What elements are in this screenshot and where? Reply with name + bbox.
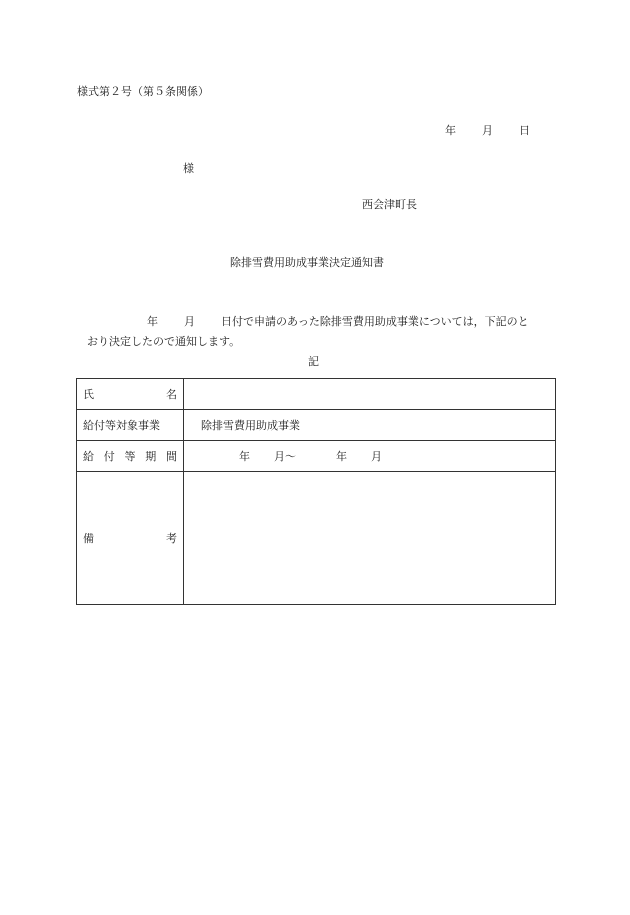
period-label-char: 付 bbox=[103, 449, 115, 463]
remarks-label-b: 考 bbox=[166, 531, 177, 545]
remarks-label bbox=[77, 472, 184, 605]
document-title: 除排雪費用助成事業決定通知書 bbox=[230, 256, 384, 269]
date-day: 日 bbox=[519, 124, 530, 137]
remarks-value bbox=[184, 472, 556, 605]
period-value bbox=[184, 441, 556, 472]
name-label bbox=[77, 379, 184, 410]
body-month: 月 bbox=[184, 315, 195, 328]
table-row-period bbox=[77, 441, 556, 472]
body-year: 年 bbox=[147, 315, 158, 328]
name-value bbox=[184, 379, 556, 410]
body-line-1-text: 日付で申請のあった除排雪費用助成事業については，下記のと bbox=[221, 315, 529, 328]
period-from-month: 月～ bbox=[274, 449, 296, 463]
issuer-name: 西会津町長 bbox=[362, 198, 417, 211]
name-label-b: 名 bbox=[166, 387, 177, 401]
period-label-char: 給 bbox=[83, 449, 94, 463]
table-row-target bbox=[77, 410, 556, 441]
period-label-char: 間 bbox=[166, 449, 177, 463]
period-label bbox=[77, 441, 184, 472]
date-year: 年 bbox=[445, 124, 456, 137]
addressee-suffix: 様 bbox=[183, 162, 194, 175]
date-month: 月 bbox=[482, 124, 493, 137]
body-line-1 bbox=[77, 312, 557, 332]
body-line-2: おり決定したので通知します。 bbox=[87, 335, 241, 348]
remarks-label-a: 備 bbox=[83, 531, 94, 545]
issue-date bbox=[445, 125, 530, 136]
table-row-remarks bbox=[77, 472, 556, 605]
ki-heading: 記 bbox=[308, 355, 319, 368]
target-label: 給付等対象事業 bbox=[77, 410, 184, 441]
period-from-year: 年 bbox=[239, 449, 250, 463]
notice-body bbox=[77, 312, 557, 352]
table-row-name bbox=[77, 379, 556, 410]
period-to-year: 年 bbox=[336, 449, 347, 463]
decision-table bbox=[76, 378, 556, 605]
name-label-a: 氏 bbox=[83, 387, 94, 401]
period-label-char: 等 bbox=[124, 449, 136, 463]
target-value: 除排雪費用助成事業 bbox=[184, 410, 556, 441]
form-number: 様式第２号（第５条関係） bbox=[77, 85, 209, 98]
period-label-char: 期 bbox=[145, 449, 157, 463]
period-to-month: 月 bbox=[371, 449, 382, 463]
